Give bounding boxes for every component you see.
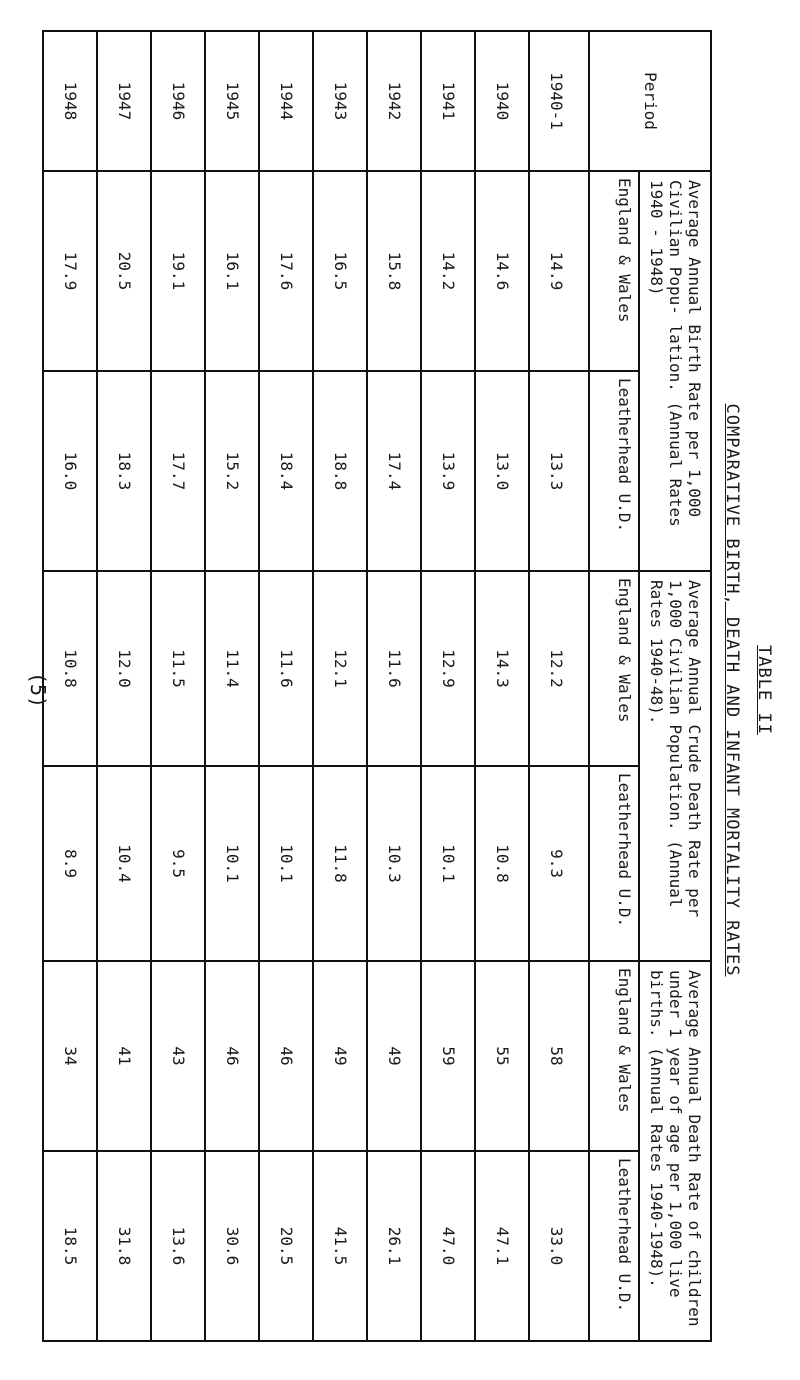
death-england-wales-header: England & Wales: [589, 571, 639, 766]
birth-ew-cell: 14.6: [475, 171, 529, 371]
infant-ew-cell: 46: [205, 961, 259, 1151]
infant-ew-cell: 58: [529, 961, 589, 1151]
infant-leatherhead-header: Leatherhead U.D.: [589, 1151, 639, 1341]
infant-lea-cell: 31.8: [97, 1151, 151, 1341]
death-lea-cell: 9.3: [529, 766, 589, 961]
death-ew-cell: 12.2: [529, 571, 589, 766]
birth-ew-cell: 15.8: [367, 171, 421, 371]
page-number: (5): [26, 671, 50, 709]
birth-lea-cell: 13.9: [421, 371, 475, 571]
death-ew-cell: 11.4: [205, 571, 259, 766]
birth-lea-cell: 18.4: [259, 371, 313, 571]
death-ew-cell: 12.9: [421, 571, 475, 766]
birth-lea-cell: 18.3: [97, 371, 151, 571]
period-cell: 1948: [43, 31, 97, 171]
death-lea-cell: 10.8: [475, 766, 529, 961]
death-ew-cell: 10.8: [43, 571, 97, 766]
birth-ew-cell: 20.5: [97, 171, 151, 371]
table-row: [421, 31, 475, 1341]
infant-lea-cell: 47.0: [421, 1151, 475, 1341]
death-lea-cell: 8.9: [43, 766, 97, 961]
infant-ew-cell: 41: [97, 961, 151, 1151]
infant-ew-cell: 43: [151, 961, 205, 1151]
infant-lea-cell: 20.5: [259, 1151, 313, 1341]
infant-ew-cell: 49: [313, 961, 367, 1151]
period-header: Period: [589, 31, 711, 171]
birth-lea-cell: 17.7: [151, 371, 205, 571]
birth-rate-header: Average Annual Birth Rate per 1,000 Civilian Popu- lation. (Annual Rates 1940 - 1948): [639, 171, 711, 571]
infant-lea-cell: 26.1: [367, 1151, 421, 1341]
period-cell: 1942: [367, 31, 421, 171]
death-ew-cell: 11.5: [151, 571, 205, 766]
birth-ew-cell: 16.1: [205, 171, 259, 371]
period-cell: 1945: [205, 31, 259, 171]
birth-ew-cell: 17.6: [259, 171, 313, 371]
birth-lea-cell: 13.3: [529, 371, 589, 571]
infant-ew-cell: 46: [259, 961, 313, 1151]
period-cell: 1947: [97, 31, 151, 171]
table-row: [43, 31, 97, 1341]
infant-lea-cell: 41.5: [313, 1151, 367, 1341]
table-row: [151, 31, 205, 1341]
infant-lea-cell: 47.1: [475, 1151, 529, 1341]
death-lea-cell: 10.1: [421, 766, 475, 961]
death-ew-cell: 14.3: [475, 571, 529, 766]
period-cell: 1940-1: [529, 31, 589, 171]
infant-ew-cell: 55: [475, 961, 529, 1151]
birth-england-wales-header: England & Wales: [589, 171, 639, 371]
table-row: [313, 31, 367, 1341]
table-row: [367, 31, 421, 1341]
death-lea-cell: 10.3: [367, 766, 421, 961]
period-cell: 1941: [421, 31, 475, 171]
birth-ew-cell: 17.9: [43, 171, 97, 371]
infant-lea-cell: 18.5: [43, 1151, 97, 1341]
infant-death-rate-header: Average Annual Death Rate of children under 1 year of age per 1,000 live births. (Annual Rates 1940-1948).: [639, 961, 711, 1341]
infant-england-wales-header: England & Wales: [589, 961, 639, 1151]
death-lea-cell: 10.4: [97, 766, 151, 961]
table-row: [205, 31, 259, 1341]
birth-lea-cell: 15.2: [205, 371, 259, 571]
rates-table: [42, 30, 712, 1342]
birth-lea-cell: 13.0: [475, 371, 529, 571]
death-lea-cell: 10.1: [205, 766, 259, 961]
birth-ew-cell: 14.2: [421, 171, 475, 371]
infant-lea-cell: 33.0: [529, 1151, 589, 1341]
table-row: [97, 31, 151, 1341]
death-lea-cell: 10.1: [259, 766, 313, 961]
birth-lea-cell: 18.8: [313, 371, 367, 571]
death-ew-cell: 11.6: [259, 571, 313, 766]
birth-lea-cell: 17.4: [367, 371, 421, 571]
birth-ew-cell: 16.5: [313, 171, 367, 371]
table-row: [529, 31, 589, 1341]
period-cell: 1940: [475, 31, 529, 171]
death-leatherhead-header: Leatherhead U.D.: [589, 766, 639, 961]
birth-ew-cell: 14.9: [529, 171, 589, 371]
table-title-heading: COMPARATIVE BIRTH, DEATH AND INFANT MORTALITY RATES: [722, 403, 742, 977]
infant-ew-cell: 49: [367, 961, 421, 1151]
death-lea-cell: 11.8: [313, 766, 367, 961]
table-row: [259, 31, 313, 1341]
table-row: [475, 31, 529, 1341]
period-cell: 1944: [259, 31, 313, 171]
birth-lea-cell: 16.0: [43, 371, 97, 571]
death-ew-cell: 12.0: [97, 571, 151, 766]
table-number-heading: TABLE II: [754, 645, 774, 735]
infant-lea-cell: 30.6: [205, 1151, 259, 1341]
death-lea-cell: 9.5: [151, 766, 205, 961]
birth-leatherhead-header: Leatherhead U.D.: [589, 371, 639, 571]
infant-ew-cell: 59: [421, 961, 475, 1151]
death-ew-cell: 11.6: [367, 571, 421, 766]
period-cell: 1943: [313, 31, 367, 171]
death-ew-cell: 12.1: [313, 571, 367, 766]
death-rate-header: Average Annual Crude Death Rate per 1,000 Civilian Population. (Annual Rates 1940-48).: [639, 571, 711, 961]
birth-ew-cell: 19.1: [151, 171, 205, 371]
infant-lea-cell: 13.6: [151, 1151, 205, 1341]
period-cell: 1946: [151, 31, 205, 171]
infant-ew-cell: 34: [43, 961, 97, 1151]
